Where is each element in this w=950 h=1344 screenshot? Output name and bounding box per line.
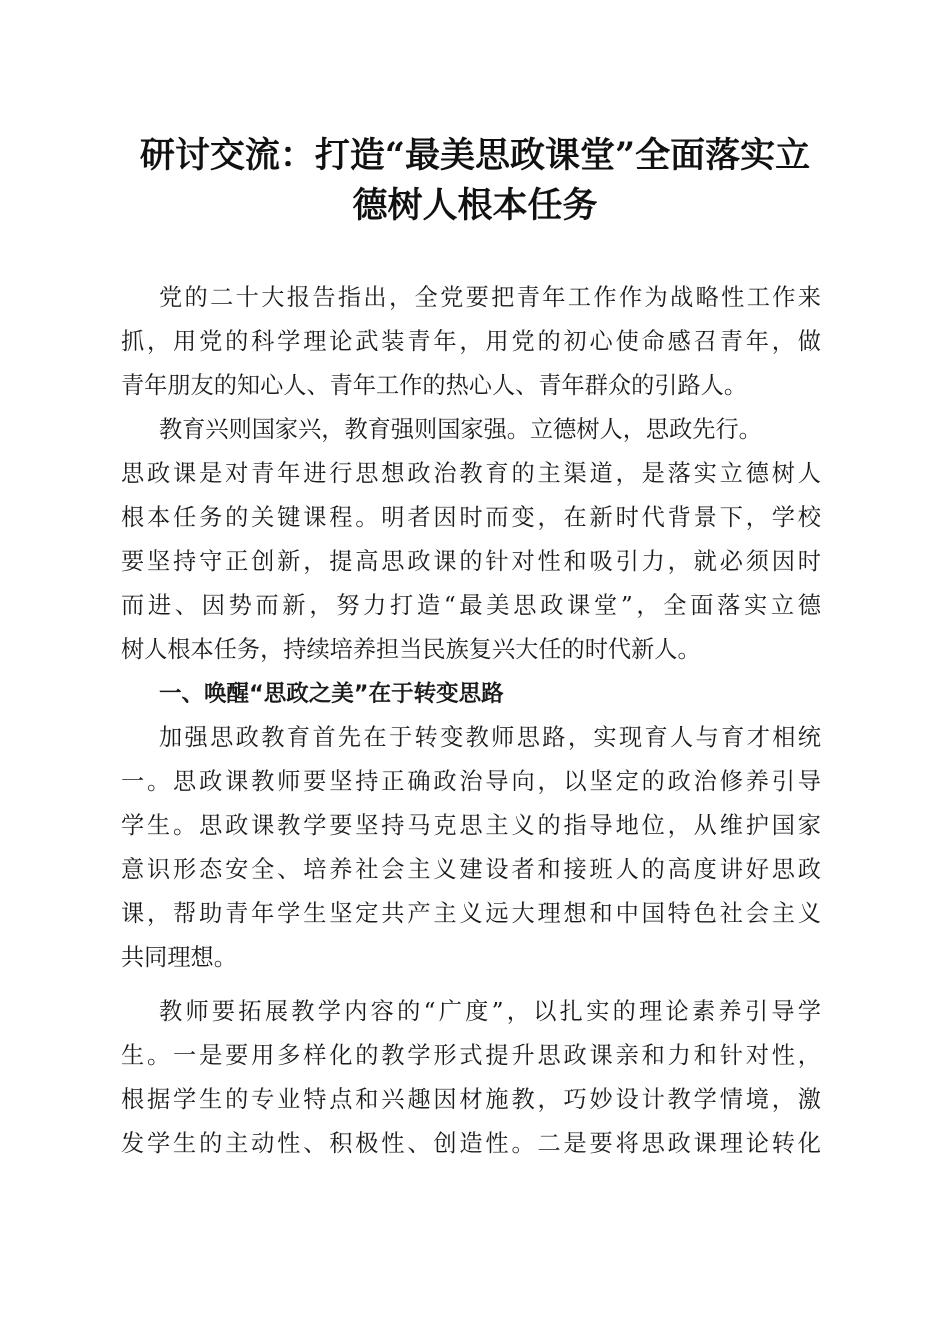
paragraph-1-line-3: 青年朋友的知心人、青年工作的热心人、青年群众的引路人。 xyxy=(121,372,748,399)
paragraph-3-line-4: 意识形态安全、培养社会主义建设者和接班人的高度讲好思政 xyxy=(121,856,821,883)
paragraph-4-line-1: 教师要拓展教学内容的“广度”，以扎实的理论素养引导学 xyxy=(159,998,821,1025)
paragraph-2-line-1: 教育兴则国家兴，教育强则国家强。立德树人，思政先行。 xyxy=(159,416,762,443)
document-title-line-1: 研讨交流：打造“最美思政课堂”全面落实立 xyxy=(139,135,811,176)
paragraph-1-line-2: 抓，用党的科学理论武装青年，用党的初心使命感召青年，做 xyxy=(121,328,821,355)
paragraph-3-line-3: 学生。思政课教学要坚持马克思主义的指导地位，从维护国家 xyxy=(121,812,821,839)
paragraph-3-line-5: 课，帮助青年学生坚定共产主义远大理想和中国特色社会主义 xyxy=(121,900,821,927)
paragraph-2-line-4: 要坚持守正创新，提高思政课的针对性和吸引力，就必须因时 xyxy=(121,548,821,575)
paragraph-4-line-2: 生。一是要用多样化的教学形式提升思政课亲和力和针对性， xyxy=(121,1042,821,1069)
paragraph-2-line-3: 根本任务的关键课程。明者因时而变，在新时代背景下，学校 xyxy=(121,504,821,531)
paragraph-2-line-6: 树人根本任务，持续培养担当民族复兴大任的时代新人。 xyxy=(121,636,701,663)
paragraph-3-line-1: 加强思政教育首先在于转变教师思路，实现育人与育才相统 xyxy=(159,724,821,751)
paragraph-4-line-3: 根据学生的专业特点和兴趣因材施教，巧妙设计教学情境，激 xyxy=(121,1086,821,1113)
document-title-line-2: 德树人根本任务 xyxy=(352,185,598,226)
paragraph-3-line-2: 一。思政课教师要坚持正确政治导向，以坚定的政治修养引导 xyxy=(121,768,821,795)
paragraph-3-line-6: 共同理想。 xyxy=(121,944,237,971)
paragraph-4-line-4: 发学生的主动性、积极性、创造性。二是要将思政课理论转化 xyxy=(121,1130,821,1157)
paragraph-1-line-1: 党的二十大报告指出，全党要把青年工作作为战略性工作来 xyxy=(159,284,821,311)
section-heading-1: 一、唤醒“思政之美”在于转变思路 xyxy=(159,681,504,707)
paragraph-2-line-5: 而进、因势而新，努力打造“最美思政课堂”，全面落实立德 xyxy=(121,592,821,619)
paragraph-2-line-2: 思政课是对青年进行思想政治教育的主渠道，是落实立德树人 xyxy=(121,460,821,487)
